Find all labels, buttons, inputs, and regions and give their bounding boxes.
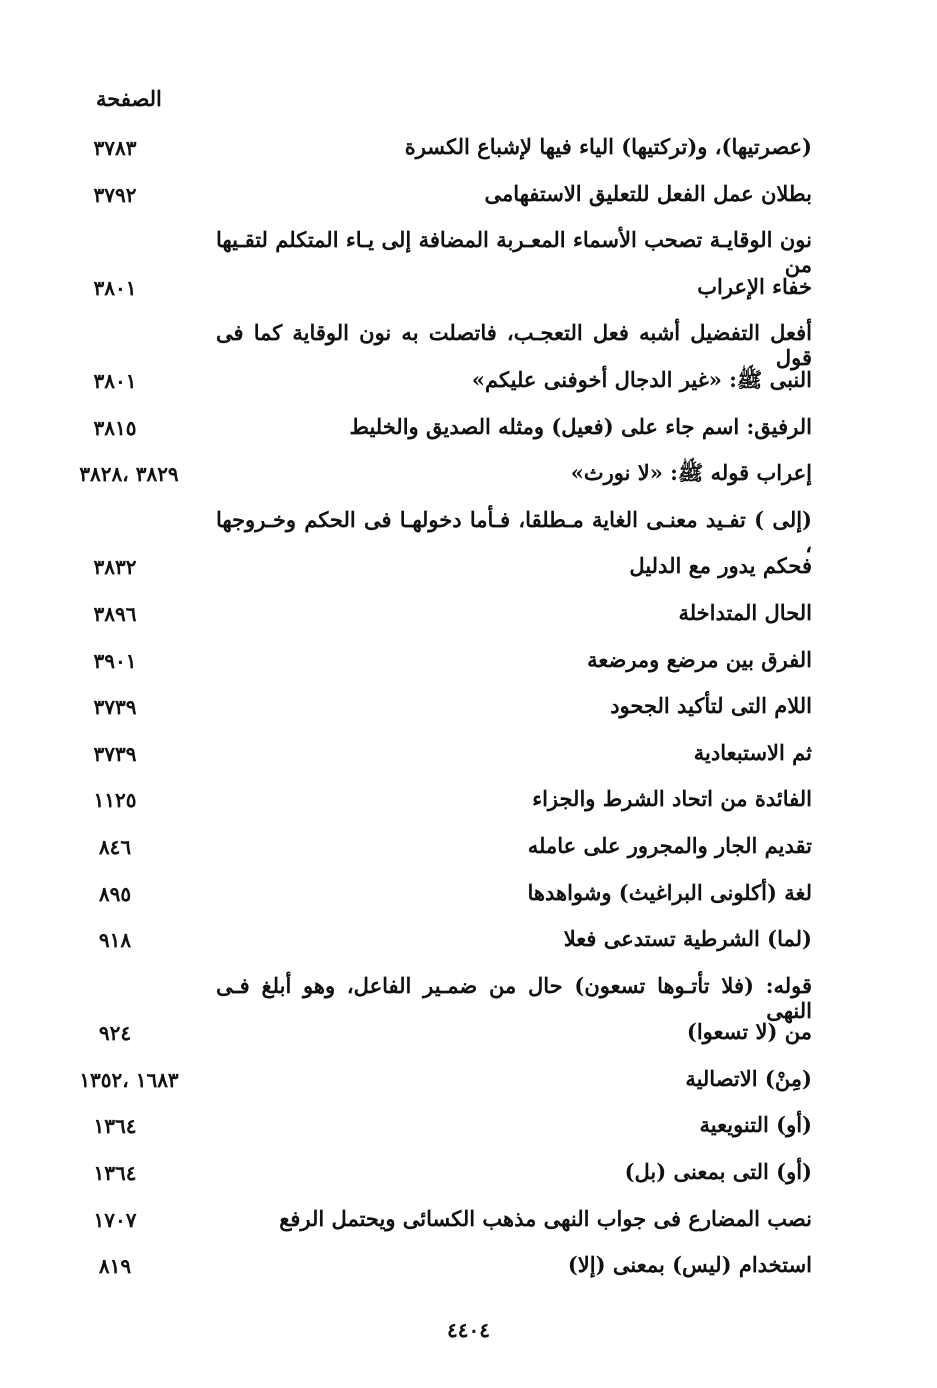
entry-text: (لما) الشرطية تستدعى فعلا xyxy=(563,926,812,952)
entry-page-numbers: ٣٨٠١ xyxy=(93,275,137,300)
entry-page-numbers: ٩٢٤ xyxy=(98,1021,132,1046)
entry-page-numbers: ٨٩٥ xyxy=(98,881,132,906)
entry-text: نون الوقايـة تصحب الأسماء المعـربة المضافة إلى يـاء المتكلم لتقـيها من xyxy=(216,227,812,278)
index-entry xyxy=(0,780,937,827)
entry-line xyxy=(0,1013,937,1060)
entry-text: (عصرتيها)، و(تركتيها) الياء فيها لإشباع الكسرة xyxy=(404,134,812,159)
index-entries xyxy=(0,128,937,1293)
index-entry xyxy=(0,1153,937,1200)
entry-page-numbers: ٩١٨ xyxy=(98,928,132,953)
index-entry xyxy=(0,501,937,594)
entry-line xyxy=(0,454,937,501)
entry-page-numbers: ٣٧٣٩ xyxy=(93,741,137,766)
entry-page-numbers: ٣٨٣٢ xyxy=(93,555,137,580)
index-entry xyxy=(0,1200,937,1247)
entry-text: قوله: (فلا تأتـوها تسعون) حال من ضمـير الفاعل، وهو أبلغ فـى النهى xyxy=(216,972,812,1023)
index-entry xyxy=(0,827,937,874)
index-entry xyxy=(0,1060,937,1107)
entry-page-numbers: ٨٤٦ xyxy=(98,834,132,859)
pages-column-header: الصفحة xyxy=(96,86,162,111)
entry-page-numbers: ١٦٨٣ ،١٣٥٢ xyxy=(79,1067,179,1092)
entry-line xyxy=(0,547,937,594)
entry-page-numbers: ٣٨١٥ xyxy=(93,415,137,440)
entry-text: (إلى ) تفـيد معنـى الغاية مـطلقا، فـأما دخولهـا فى الحكم وخـروجها ، xyxy=(216,506,812,557)
page-number: ٤٤٠٤ xyxy=(447,1318,490,1342)
entry-line xyxy=(0,1246,937,1293)
entry-text: (أو) التنويعية xyxy=(699,1112,812,1138)
index-entry xyxy=(0,454,937,501)
entry-text: فحكم يدور مع الدليل xyxy=(629,553,812,579)
entry-text: بطلان عمل الفعل للتعليق الاستفهامى xyxy=(484,180,812,206)
entry-text: ثم الاستبعادية xyxy=(693,739,812,765)
entry-line xyxy=(0,361,937,408)
entry-line xyxy=(0,920,937,967)
index-entry xyxy=(0,687,937,734)
entry-line xyxy=(0,780,937,827)
entry-page-numbers: ٣٨٩٦ xyxy=(93,601,137,626)
entry-line xyxy=(0,408,937,455)
index-entry xyxy=(0,641,937,688)
entry-line xyxy=(0,314,937,371)
entry-line xyxy=(0,1106,937,1153)
index-entry xyxy=(0,920,937,967)
entry-line xyxy=(0,874,937,921)
entry-line xyxy=(0,1060,937,1107)
index-entry xyxy=(0,874,937,921)
entry-line xyxy=(0,501,937,557)
index-entry xyxy=(0,1246,937,1293)
index-entry xyxy=(0,1106,937,1153)
entry-line xyxy=(0,594,937,641)
entry-text: من (لا تسعوا) xyxy=(686,1019,812,1045)
entry-text: نصب المضارع فى جواب النهى مذهب الكسائى ويحتمل الرفع xyxy=(279,1205,812,1231)
index-entry xyxy=(0,967,937,1060)
entry-line xyxy=(0,734,937,781)
entry-page-numbers: ١١٢٥ xyxy=(93,788,137,813)
index-entry xyxy=(0,314,937,407)
entry-text: (مِنْ) الاتصالية xyxy=(685,1065,812,1091)
index-entry xyxy=(0,408,937,455)
entry-page-numbers: ٨١٩ xyxy=(98,1254,132,1279)
entry-text: استخدام (ليس) بمعنى (إلا) xyxy=(567,1252,812,1278)
entry-page-numbers: ١٣٦٤ xyxy=(93,1114,137,1139)
index-entry xyxy=(0,594,937,641)
entry-text: الرفيق: اسم جاء على (فعيل) ومثله الصديق والخليط xyxy=(349,413,812,439)
entry-line xyxy=(0,1200,937,1247)
entry-page-numbers: ٣٨٢٩ ،٣٨٢٨ xyxy=(79,462,179,487)
index-entry xyxy=(0,175,937,222)
entry-line xyxy=(0,641,937,688)
index-entry xyxy=(0,734,937,781)
entry-text: أفعل التفضيل أشبه فعل التعجـب، فاتصلت به نون الوقاية كما فى قول xyxy=(216,320,812,371)
entry-text: اللام التى لتأكيد الجحود xyxy=(610,693,812,719)
entry-text: تقديم الجار والمجرور على عامله xyxy=(527,832,812,858)
entry-text: النبى ﷺ: «غير الدجال أخوفنى عليكم» xyxy=(471,366,812,392)
entry-text: خفاء الإعراب xyxy=(697,273,812,299)
entry-text: إعراب قوله ﷺ: «لا نورث» xyxy=(570,460,812,486)
entry-page-numbers: ١٧٠٧ xyxy=(93,1207,137,1232)
index-entry xyxy=(0,221,937,314)
entry-text: الفائدة من اتحاد الشرط والجزاء xyxy=(532,786,812,812)
entry-line xyxy=(0,128,937,175)
entry-line xyxy=(0,687,937,734)
entry-text: الفرق بين مرضع ومرضعة xyxy=(587,646,812,672)
index-entry xyxy=(0,128,937,175)
entry-page-numbers: ٣٩٠١ xyxy=(93,648,137,673)
entry-page-numbers: ٣٧٩٢ xyxy=(93,182,137,207)
entry-line xyxy=(0,1153,937,1200)
entry-line xyxy=(0,827,937,874)
entry-text: لغة (أكلونى البراغيث) وشواهدها xyxy=(527,879,812,905)
entry-text: الحال المتداخلة xyxy=(678,599,812,625)
entry-text: (أو) التى بمعنى (بل) xyxy=(624,1159,812,1185)
entry-line xyxy=(0,268,937,315)
entry-line xyxy=(0,967,937,1023)
entry-line xyxy=(0,221,937,278)
entry-line xyxy=(0,175,937,222)
entry-page-numbers: ٣٧٨٣ xyxy=(93,136,137,160)
entry-page-numbers: ٣٨٠١ xyxy=(93,368,137,393)
entry-page-numbers: ١٣٦٤ xyxy=(93,1161,137,1186)
entry-page-numbers: ٣٧٣٩ xyxy=(93,695,137,720)
